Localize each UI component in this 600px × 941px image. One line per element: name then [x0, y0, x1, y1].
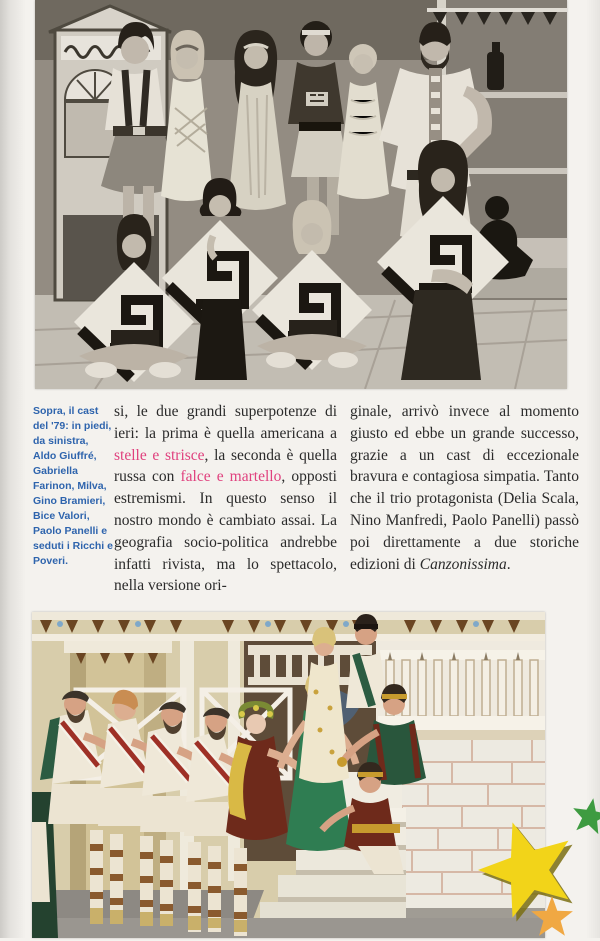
small-green-star-icon	[570, 797, 600, 837]
body-text: si, le due grandi superpotenze di ieri: la prima è quella americana a	[114, 403, 337, 442]
page-left-scan-shadow	[0, 0, 26, 938]
article-paragraph-left	[114, 401, 337, 597]
photo-caption: Sopra, il cast del '79: in piedi, da sinistra, Aldo Giuffré, Gabriella Farinon, Milva, Gino Bramieri, Bice Valori, Paolo Panelli e seduti i Ricchi e Poveri.	[33, 405, 113, 567]
body-text: , la seconda è quella russa con	[114, 446, 337, 486]
bottom-photo-color-stage	[32, 612, 545, 938]
top-photo-illustration	[35, 0, 567, 389]
article-paragraph-right	[350, 401, 579, 575]
article-column-right	[350, 401, 579, 575]
article-column-left	[114, 401, 337, 597]
top-photo-bw-cast	[35, 0, 567, 389]
bottom-photo-illustration	[32, 612, 545, 938]
body-text: ginale, arrivò invece al momento giusto ed ebbe un grande successo, grazie a un cast di eccezionale bravura e contagiosa simpatia. Tanto che il trio protagonista (Delia Scala, Nino Manfredi, Paolo Panelli) passò poi direttamente a due storiche edizioni di	[350, 403, 579, 573]
body-text: , opposti estremismi. In questo senso il nostro mondo è cambiato assai. La geografia socio-politica andrebbe infatti rivista, ma lo spettacolo, nella versione ori-	[114, 468, 337, 595]
title-canzonissima: Canzonissima	[419, 555, 507, 573]
body-text: .	[506, 555, 511, 573]
highlight-falce-e-martello: falce e martello	[180, 468, 282, 486]
highlight-stelle-e-strisce: stelle e strisce	[114, 446, 205, 464]
small-orange-star-icon	[529, 895, 575, 941]
